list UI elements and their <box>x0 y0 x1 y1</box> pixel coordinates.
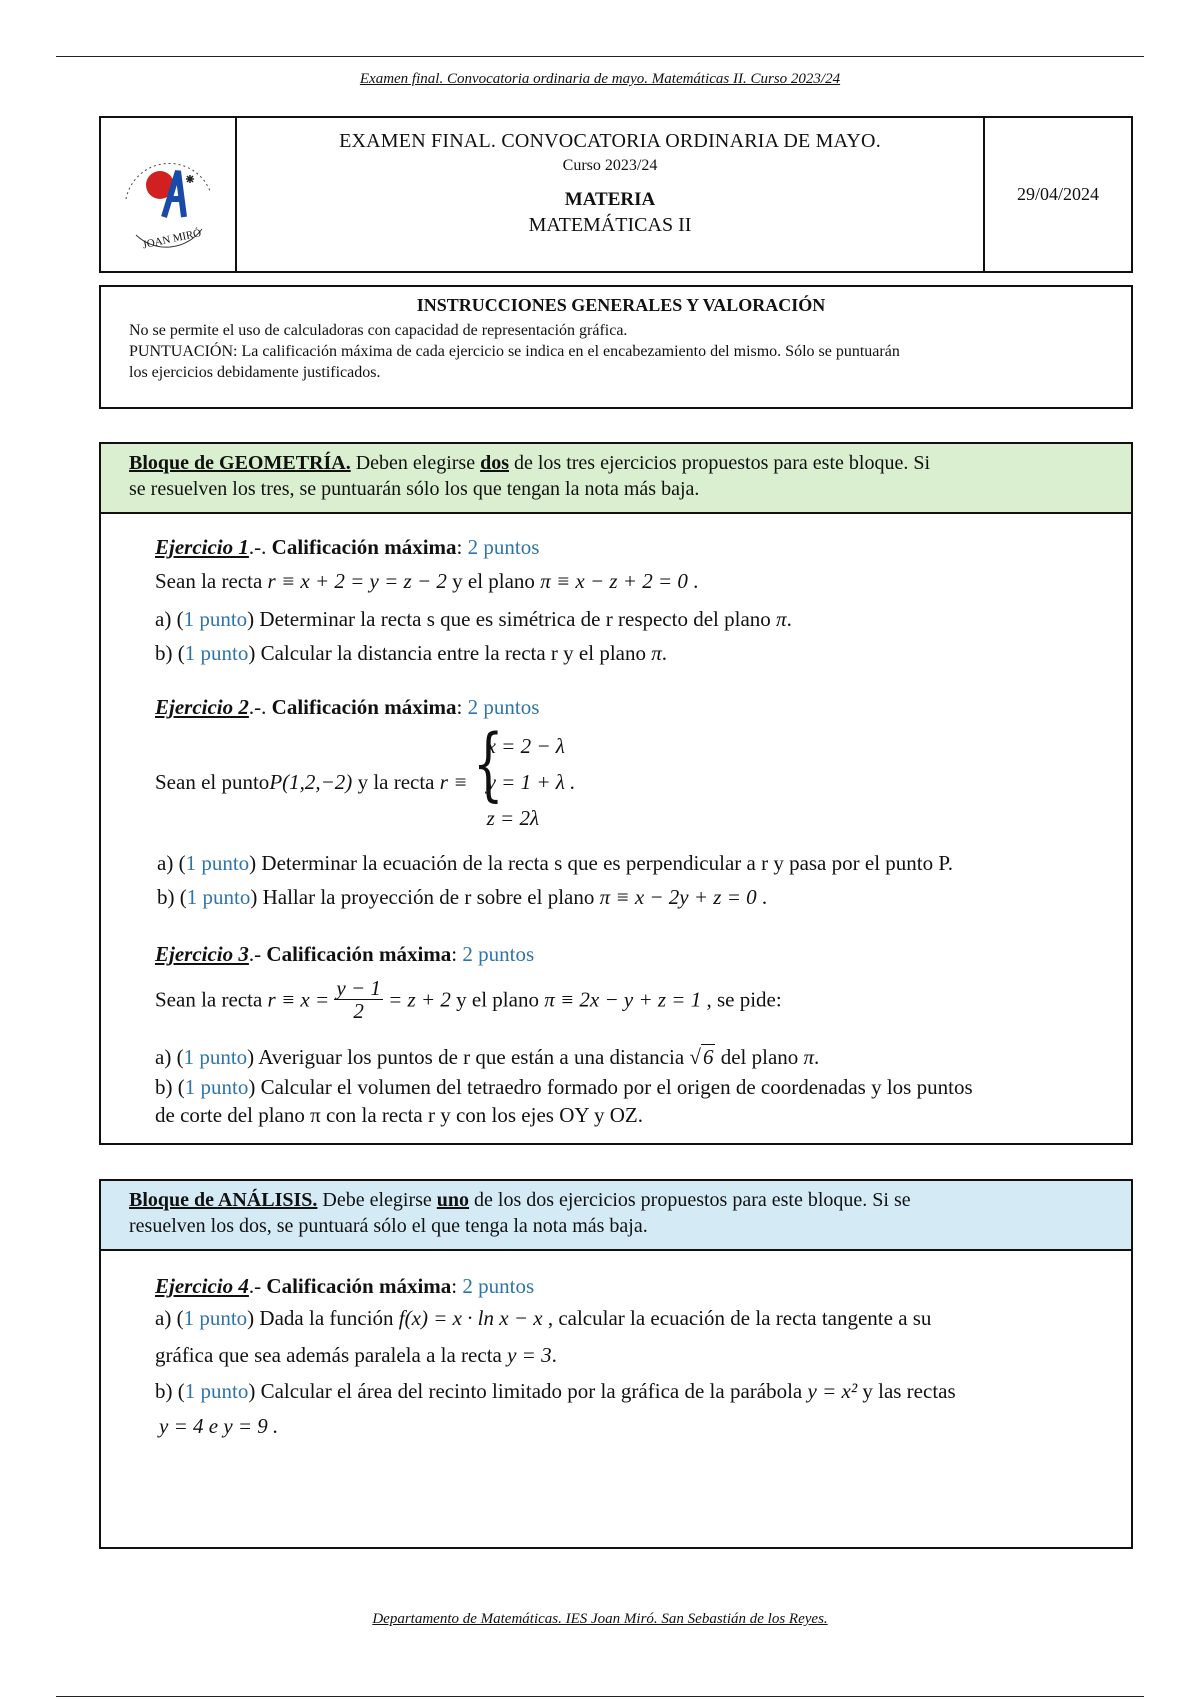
text: . <box>687 569 699 593</box>
points: 1 punto <box>183 1306 248 1330</box>
cal-label: Calificación máxima <box>271 695 457 719</box>
exercise-name: Ejercicio 2 <box>155 695 249 719</box>
exercise-2-statement <box>155 717 576 836</box>
instructions-box <box>99 285 1133 409</box>
part-label: b) <box>155 1075 178 1099</box>
exercise-4-part-a: a) (1 punto) Dada la función f(x) = x · ln x − x , calcular la ecuación de la recta tangente a su <box>155 1306 932 1330</box>
text: y el plano <box>446 569 541 593</box>
math: r ≡ x + 2 = y = z − 2 <box>267 569 447 593</box>
exercise-1-part-b: b) (1 punto) Calcular la distancia entre la recta r y el plano π. <box>155 641 668 665</box>
exercise-4-part-a-line2: gráfica que sea además paralela a la recta y = 3. <box>155 1343 557 1367</box>
brace: { <box>472 717 504 810</box>
school-logo <box>101 118 237 271</box>
text: Determinar la recta s que es simétrica de r respecto del plano <box>254 607 777 631</box>
points: 2 puntos <box>467 695 540 719</box>
math: π ≡ 2x − y + z = 1 <box>544 987 702 1012</box>
points: 1 punto <box>184 1379 249 1403</box>
text: Dada la función <box>254 1306 399 1330</box>
points: 1 punto <box>186 885 251 909</box>
exam-date: 29/04/2024 <box>1016 184 1099 204</box>
exercise-3-part-b-line2: de corte del plano π con la recta r y con los ejes OY y OZ. <box>155 1103 643 1127</box>
block-emph: dos <box>480 452 509 474</box>
instructions-line: No se permite el uso de calculadoras con capacidad de representación gráfica. <box>129 322 628 339</box>
points: 2 puntos <box>467 535 540 559</box>
denominator: 2 <box>353 999 364 1023</box>
instructions-line: los ejercicios debidamente justificados. <box>129 364 381 381</box>
svg-text:JOAN MIRÓ: JOAN MIRÓ <box>141 226 203 251</box>
exercise-1-statement <box>155 568 698 594</box>
text: Calcular el volumen del tetraedro formado por el origen de coordenadas y los puntos <box>255 1075 973 1099</box>
math: r ≡ x = <box>267 987 330 1012</box>
text: Calcular la distancia entre la recta r y el plano <box>255 641 652 665</box>
part-label: a) <box>157 851 179 875</box>
exercise-2-part-b: b) (1 punto) Hallar la proyección de r sobre el plano π ≡ x − 2y + z = 0 . <box>157 885 768 909</box>
math: r ≡ <box>439 770 468 794</box>
math: f(x) = x · ln x − x <box>398 1306 543 1330</box>
cal-label: Calificación máxima <box>271 535 457 559</box>
points: 2 puntos <box>462 1274 535 1298</box>
running-foot: Departamento de Matemáticas. IES Joan Miró. San Sebastián de los Reyes. <box>372 1611 828 1627</box>
points: 1 punto <box>185 851 250 875</box>
exam-title: EXAMEN FINAL. CONVOCATORIA ORDINARIA DE MAYO. <box>339 130 881 152</box>
block-text: de los tres ejercicios propuestos para este bloque. Si <box>509 452 930 474</box>
geometry-block <box>99 442 1133 1145</box>
text: Averiguar los puntos de r que están a una distancia <box>254 1045 690 1069</box>
sep: .-. <box>248 535 272 559</box>
fraction <box>334 977 383 1022</box>
text: Sean la recta <box>155 987 268 1012</box>
points: 2 puntos <box>462 942 535 966</box>
text: y el plano <box>450 987 545 1012</box>
math: y = 3 <box>507 1343 552 1367</box>
cal-label: Calificación máxima <box>266 1274 452 1298</box>
points: 1 punto <box>184 1075 249 1099</box>
text: Determinar la ecuación de la recta s que es perpendicular a r y pasa por el punto P. <box>256 851 953 875</box>
part-label: a) <box>155 607 177 631</box>
equation: y = 1 + λ . <box>486 770 576 794</box>
exercise-3-statement <box>155 977 782 1022</box>
block-emph: uno <box>436 1189 470 1211</box>
numerator: y − 1 <box>336 976 381 1000</box>
block-text: resuelven los dos, se puntuará sólo el que tenga la nota más baja. <box>129 1215 648 1237</box>
exam-header <box>99 116 1133 273</box>
instructions-title: INSTRUCCIONES GENERALES Y VALORACIÓN <box>416 295 826 315</box>
text: del plano <box>715 1045 804 1069</box>
cal-label: Calificación máxima <box>266 942 452 966</box>
exercise-1-title: Ejercicio 1.-. Calificación máxima: 2 puntos <box>155 535 540 559</box>
text: Hallar la proyección de r sobre el plano <box>257 885 600 909</box>
text: y las rectas <box>857 1379 956 1403</box>
text: , se pide: <box>701 987 782 1012</box>
text: Calcular el área del recinto limitado por la gráfica de la parábola <box>255 1379 808 1403</box>
math: π <box>776 607 787 631</box>
text: gráfica que sea además paralela a la recta <box>155 1343 508 1367</box>
school-seal-icon <box>112 139 224 251</box>
materia-label: MATERIA <box>564 189 656 210</box>
exam-title-cell <box>237 118 985 271</box>
geometry-block-header <box>101 444 1131 514</box>
part-label: a) <box>155 1306 177 1330</box>
exercise-2-title: Ejercicio 2.-. Calificación máxima: 2 puntos <box>155 695 540 719</box>
text: Sean el punto <box>155 770 270 794</box>
exercise-4-title: Ejercicio 4.- Calificación máxima: 2 puntos <box>155 1274 535 1298</box>
block-text: Debe elegirse <box>317 1189 437 1211</box>
text: Sean la recta <box>155 569 268 593</box>
geometry-block-title: Bloque de GEOMETRÍA. <box>129 452 351 474</box>
running-head: Examen final. Convocatoria ordinaria de mayo. Matemáticas II. Curso 2023/24 <box>359 71 841 87</box>
block-text: Deben elegirse <box>350 452 481 474</box>
exercise-name: Ejercicio 4 <box>155 1274 249 1298</box>
course-year: Curso 2023/24 <box>562 157 658 174</box>
subject-name: MATEMÁTICAS II <box>528 214 692 236</box>
exercise-3-part-b: b) (1 punto) Calcular el volumen del tetraedro formado por el origen de coordenadas y los puntos <box>155 1075 973 1099</box>
math: y = x² <box>807 1379 858 1403</box>
text: , calcular la ecuación de la recta tangente a su <box>542 1306 932 1330</box>
exercise-3-part-a: a) (1 punto) Averiguar los puntos de r que están a una distancia √6 del plano π. <box>155 1045 820 1069</box>
part-label: b) <box>157 885 180 909</box>
equation-system <box>472 717 576 836</box>
analysis-block <box>99 1179 1133 1549</box>
exercise-name: Ejercicio 3 <box>155 942 249 966</box>
points: 1 punto <box>183 607 248 631</box>
equation: x = 2 − λ <box>486 734 565 758</box>
part-label: b) <box>155 1379 178 1403</box>
math: π ≡ x − z + 2 = 0 <box>540 569 688 593</box>
exercise-4-part-b: b) (1 punto) Calcular el área del recinto limitado por la gráfica de la parábola y = x² y las rectas <box>155 1379 956 1403</box>
block-text: de los dos ejercicios propuestos para este bloque. Si se <box>469 1189 911 1211</box>
text: y la recta <box>352 770 440 794</box>
points: 1 punto <box>184 641 249 665</box>
points: 1 punto <box>183 1045 248 1069</box>
text: . <box>756 885 768 909</box>
exercise-name: Ejercicio 1 <box>155 535 249 559</box>
exercise-3-title: Ejercicio 3.- Calificación máxima: 2 puntos <box>155 942 535 966</box>
sep: .- <box>248 942 267 966</box>
top-rule <box>56 56 1144 57</box>
analysis-block-header <box>101 1181 1131 1251</box>
equation: z = 2λ <box>486 806 540 830</box>
instructions-line: PUNTUACIÓN: La calificación máxima de cada ejercicio se indica en el encabezamiento del mismo. Sólo se puntuarán <box>129 343 900 360</box>
bottom-rule <box>56 1696 1144 1697</box>
sep: .- <box>248 1274 267 1298</box>
exercise-2-part-a: a) (1 punto) Determinar la ecuación de la recta s que es perpendicular a r y pasa por el punto P. <box>157 851 953 875</box>
math: π <box>803 1045 815 1069</box>
analysis-block-title: Bloque de ANÁLISIS. <box>129 1189 318 1211</box>
exercise-1-part-a: a) (1 punto) Determinar la recta s que es simétrica de r respecto del plano π. <box>155 607 792 631</box>
math: = z + 2 <box>388 987 451 1012</box>
part-label: b) <box>155 641 178 665</box>
exercise-4-part-b-line2: y = 4 e y = 9 . <box>159 1414 279 1438</box>
math: π ≡ x − 2y + z = 0 <box>599 885 757 909</box>
math: P(1,2,−2) <box>269 770 353 794</box>
math: π <box>651 641 662 665</box>
sep: .-. <box>248 695 272 719</box>
sqrt-value: 6 <box>702 1045 714 1069</box>
part-label: a) <box>155 1045 177 1069</box>
block-text: se resuelven los tres, se puntuarán sólo los que tengan la nota más baja. <box>129 478 700 500</box>
